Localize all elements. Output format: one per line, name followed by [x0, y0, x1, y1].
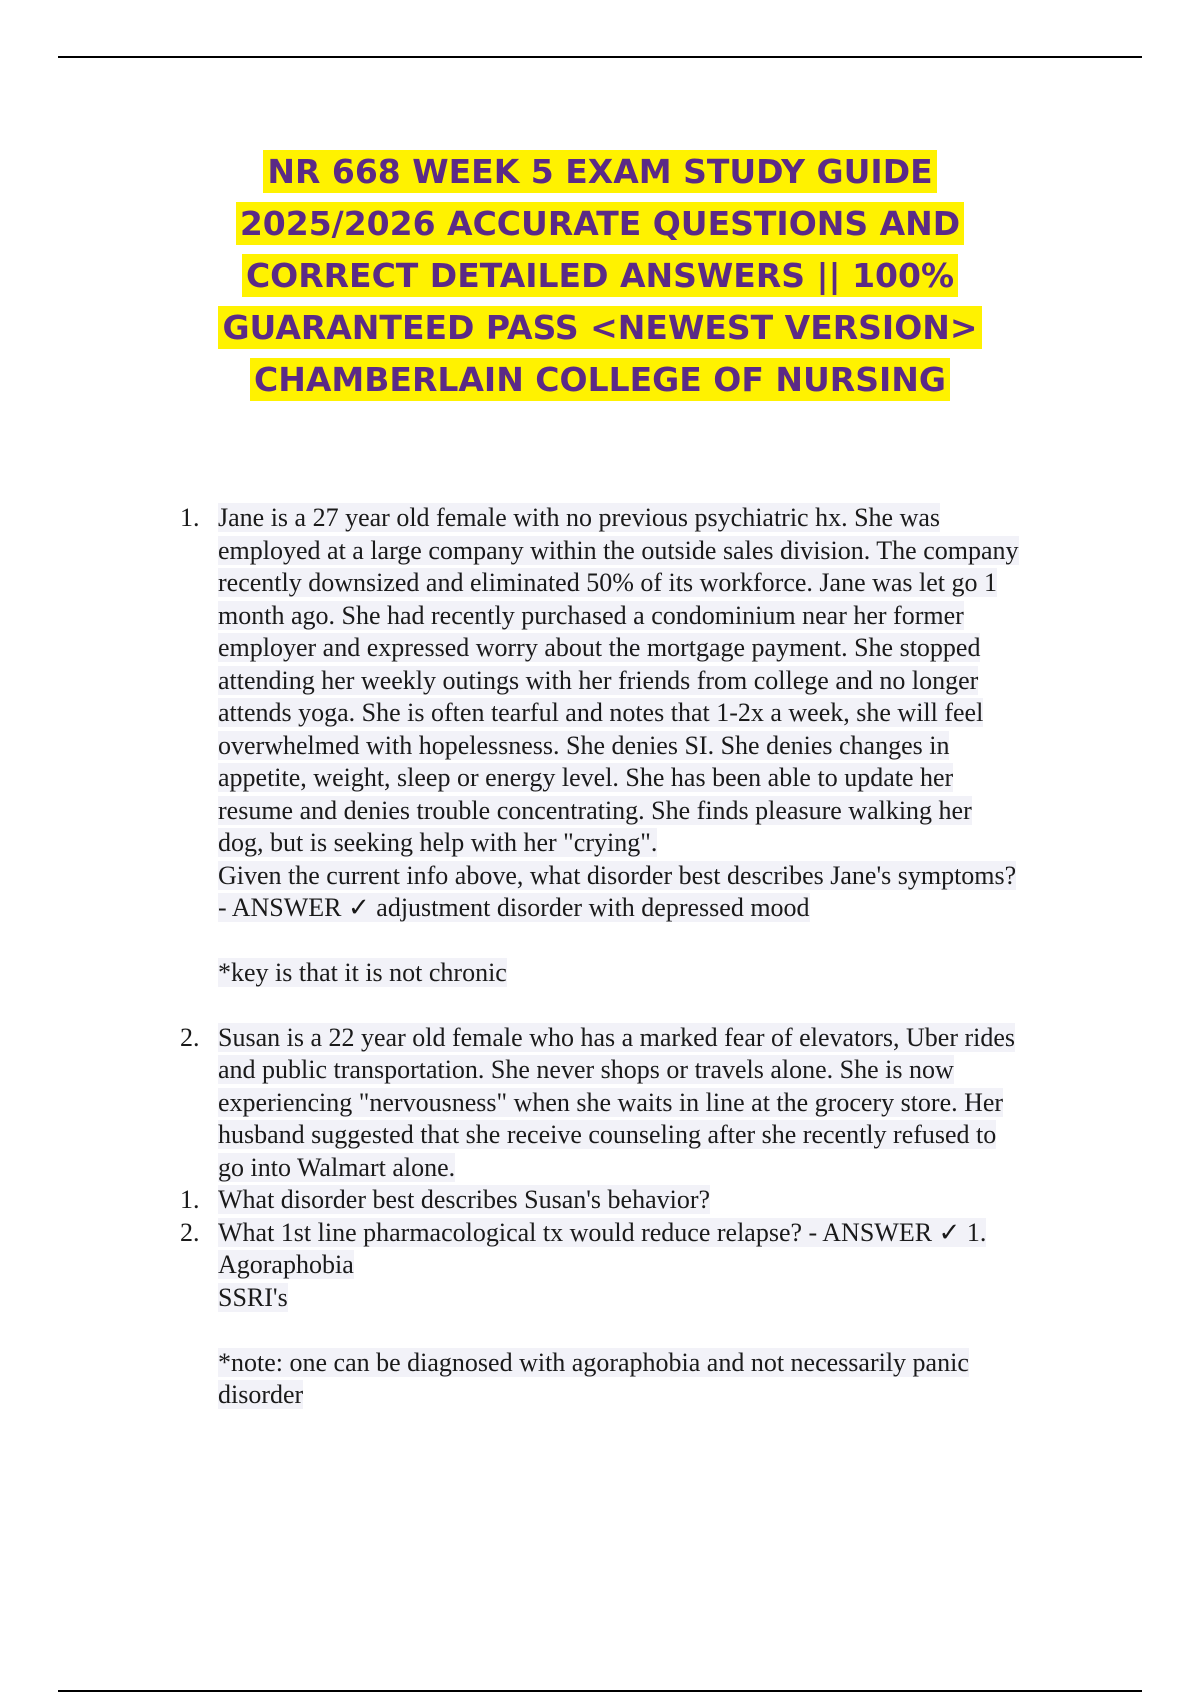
- question-2-subitem-2: [180, 1217, 1100, 1412]
- document-title: [0, 146, 1200, 406]
- question-2-subitem-1: [180, 1184, 1100, 1217]
- subitem-2-number: 2.: [180, 1217, 200, 1247]
- question-1-line: recently downsized and eliminated 50% of its workforce. Jane was let go 1: [218, 568, 998, 597]
- subitem-1-line: What disorder best describes Susan's behavior?: [218, 1185, 711, 1214]
- question-1-line: employed at a large company within the outside sales division. The company: [218, 535, 1019, 565]
- questions-list: [180, 502, 1100, 1412]
- question-1-line: dog, but is seeking help with her "crying".: [218, 828, 658, 857]
- question-2-line: Susan is a 22 year old female who has a marked fear of elevators, Uber rides: [218, 1022, 1016, 1052]
- question-1-line: Given the current info above, what disorder best describes Jane's symptoms?: [218, 860, 1017, 890]
- question-2-line: husband suggested that she receive counseling after she recently refused to: [218, 1120, 997, 1149]
- question-2-line: and public transportation. She never shops or travels alone. She is now: [218, 1055, 954, 1084]
- question-2-line: go into Walmart alone.: [218, 1152, 456, 1182]
- question-1-line: employer and expressed worry about the mortgage payment. She stopped: [218, 633, 981, 662]
- top-rule: [58, 56, 1142, 58]
- question-2-note: *note: one can be diagnosed with agoraphobia and not necessarily panic: [218, 1347, 969, 1377]
- question-2-note: disorder: [218, 1380, 304, 1409]
- question-1-line: overwhelmed with hopelessness. She denies SI. She denies changes in: [218, 730, 950, 760]
- question-2-number: 2.: [180, 1022, 200, 1052]
- title-line-4: GUARANTEED PASS <NEWEST VERSION>: [218, 306, 981, 349]
- subitem-2-line: What 1st line pharmacological tx would reduce relapse? - ANSWER ✓ 1.: [218, 1217, 987, 1247]
- question-1-note: *key is that it is not chronic: [218, 958, 507, 987]
- subitem-1-number: 1.: [180, 1185, 200, 1214]
- title-line-5: CHAMBERLAIN COLLEGE OF NURSING: [250, 358, 950, 401]
- bottom-rule: [58, 1690, 1142, 1692]
- question-1-line: attends yoga. She is often tearful and notes that 1-2x a week, she will feel: [218, 698, 984, 727]
- title-line-1: NR 668 WEEK 5 EXAM STUDY GUIDE: [263, 150, 936, 193]
- subitem-2-answer: SSRI's: [218, 1282, 288, 1312]
- question-1: [180, 502, 1100, 990]
- title-line-3: CORRECT DETAILED ANSWERS || 100%: [242, 254, 958, 297]
- question-1-line: Jane is a 27 year old female with no previous psychiatric hx. She was: [218, 503, 941, 532]
- question-1-line: attending her weekly outings with her friends from college and no longer: [218, 665, 979, 695]
- question-2: [180, 1022, 1100, 1185]
- question-1-number: 1.: [180, 503, 200, 532]
- question-2-line: experiencing "nervousness" when she waits in line at the grocery store. Her: [218, 1087, 1004, 1117]
- question-1-line: resume and denies trouble concentrating. She finds pleasure walking her: [218, 795, 972, 825]
- subitem-2-answer: Agoraphobia: [218, 1250, 354, 1279]
- question-1-line: month ago. She had recently purchased a condominium near her former: [218, 600, 964, 630]
- question-1-answer: - ANSWER ✓ adjustment disorder with depressed mood: [218, 893, 810, 922]
- title-line-2: 2025/2026 ACCURATE QUESTIONS AND: [236, 202, 964, 245]
- question-1-line: appetite, weight, sleep or energy level. She has been able to update her: [218, 763, 954, 792]
